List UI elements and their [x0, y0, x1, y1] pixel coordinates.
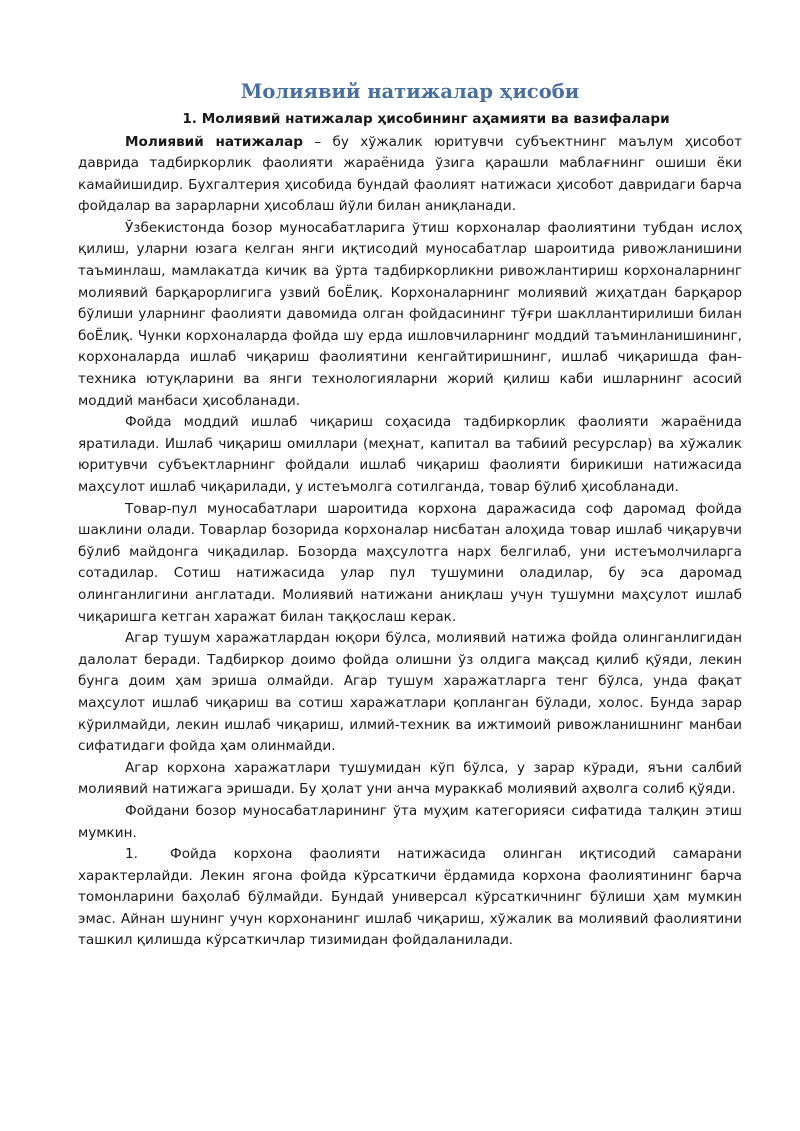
list-number: 1.	[125, 846, 138, 863]
paragraph-revenue-exceeds: Агар тушум харажатлардан юқори бўлса, молиявий натижа фойда олинганлигидан далолат беради. Тадбиркор доимо фойда олишни ўз олдига мақсад қилиб қўяди, лекин бунга доим ҳам эриша олмайди. Агар тушум харажатларга тенг бўлса, унда фақат маҳсулот ишлаб чиқариш ва сотиш харажатлари қопланган бўлади, холос. Бунда зарар кўрилмайди, лекин ишлаб чиқариш, илмий-техник ва ижтимоий ривожланишнинг манбаи сифатидаги фойда ҳам олинмайди.	[78, 630, 742, 755]
paragraph-loss: Агар корхона харажатлари тушумидан кўп бўлса, у зарар кўради, яъни салбий молиявий натижага эришади. Бу ҳолат уни анча мураккаб молиявий аҳволга солиб қўяди.	[78, 759, 742, 798]
paragraph-commodity-money: Товар-пул муносабатлари шароитида корхона даражасида соф даромад фойда шаклини олади. Товарлар бозорида корхоналар нисбатан алоҳида товар ишлаб чиқарувчи бўлиб майдонга чиқадилар. Бозорда маҳсулотга нарх белгилаб, уни истеъмолчиларга сотадилар. Сотиш натижасида улар пул тушумини оладилар, бу эса даромад олинганлигини англатади. Молиявий натижани аниқлаш учун тушумни маҳсулот ишлаб чиқаришга кетган харажат билан таққослаш керак.	[78, 500, 742, 625]
document-title: Молиявий натижалар ҳисоби	[240, 80, 580, 103]
paragraph-definition	[78, 132, 742, 218]
paragraph-profit-category: Фойдани бозор муносабатларининг ўта муҳим категорияси сифатида талқин этиш мумкин.	[78, 802, 742, 841]
paragraph-uzbekistan-reform: Ўзбекистонда бозор муносабатларига ўтиш корхоналар фаолиятини тубдан ислоҳ қилиш, уларни юзага келган янги иқтисодий муносабатлар шароитида ривожланишини таъминлаш, мамлакатда кичик ва ўрта тадбиркорликни ривожлантириш корхоналарнинг молиявий барқарорлигига узвий боЁлиқ. Корхоналарнинг молиявий жиҳатдан барқарор бўлиши уларнинг фаолияти давомида олган фойдасининг тўғри шакллантирилиши билан боЁлиқ. Чунки корхоналарда фойда шу ерда ишловчиларнинг моддий таъминланишининг, корхоналарда ишлаб чиқариш фаолиятини кенгайтиришнинг, ишлаб чиқаришда фан-техника ютуқларини ва янги технологияларни жорий қилиш каби ишларнинг асосий моддий манбаси ҳисобланади.	[78, 219, 742, 409]
numbered-paragraph-text: Фойда корхона фаолияти натижасида олинган иқтисодий самарани характерлайди. Лекин ягона фойда кўрсаткичи ёрдамида корхона фаолиятининг барча томонларини баҳолаб бўлмайди. Бундай универсал кўрсаткичнинг бўлиши ҳам мумкин эмас. Айнан шунинг учун корхонанинг ишлаб чиқариш, хўжалик ва молиявий фаолиятини ташкил қилишда кўрсаткичлар тизимидан фойдаланилади.	[78, 846, 742, 949]
paragraph-profit-creation: Фойда моддий ишлаб чиқариш соҳасида тадбиркорлик фаолияти жараёнида яратилади. Ишлаб чиқариш омиллари (меҳнат, капитал ва табиий ресурслар) ва хўжалик юритувчи субъектларнинг фойдали ишлаб чиқариш фаолияти бирикиши натижасида маҳсулот ишлаб чиқарилади, у истеъмолга сотилганда, товар бўлиб ҳисобланади.	[78, 414, 742, 495]
definition-text: – бу хўжалик юритувчи субъектнинг маълум ҳисобот даврида тадбиркорлик фаолияти жараёнида ўзига қарашли маблағнинг ошиши ёки камайишидир. Бухгалтерия ҳисобида бундай фаолият натижаси ҳисобот давридаги барча фойдалар ва зарарларни ҳисоблаш йўли билан аниқланади.	[78, 133, 742, 215]
defined-term: Молиявий натижалар	[125, 133, 304, 150]
section-heading: 1. Молиявий натижалар ҳисобининг аҳамияти ва вазифалари	[182, 111, 670, 127]
numbered-paragraph-1	[78, 844, 742, 952]
document-page	[78, 78, 742, 952]
